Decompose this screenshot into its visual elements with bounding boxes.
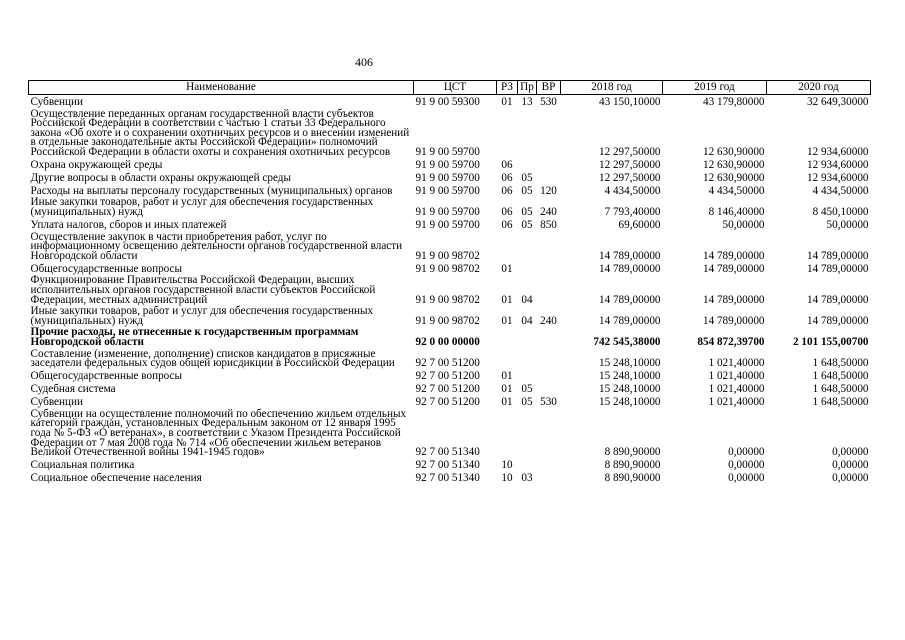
header-vr: ВР — [537, 81, 561, 95]
cell-2020: 14 789,00000 — [806, 293, 869, 306]
cell-2018: 15 248,10000 — [598, 370, 661, 383]
cell-name: Социальная политика — [30, 459, 135, 472]
header-2019: 2019 год — [663, 81, 767, 95]
header-2018: 2018 год — [561, 81, 663, 95]
cell-2019: 4 434,50000 — [708, 184, 765, 197]
cell-2020: 12 934,60000 — [806, 145, 869, 158]
cell-2018: 8 890,90000 — [604, 446, 661, 459]
cell-2019: 14 789,00000 — [702, 262, 765, 275]
cell-cst: 92 7 00 51340 — [415, 472, 480, 485]
cell-rz: 01 — [501, 95, 513, 108]
header-pr: Пр — [518, 81, 537, 95]
cell-2020: 12 934,60000 — [806, 158, 869, 171]
table-row — [29, 157, 871, 170]
cell-2020: 14 789,00000 — [806, 249, 869, 262]
table-row — [29, 348, 871, 369]
cell-rz — [497, 326, 518, 347]
cell-vr — [537, 274, 561, 305]
cell-name: Общегосударственные вопросы — [30, 262, 183, 275]
cell-cst: 92 7 00 51200 — [415, 357, 480, 370]
cell-2018: 12 297,50000 — [598, 158, 661, 171]
cell-vr — [537, 369, 561, 382]
cell-2020: 50,00000 — [826, 219, 869, 232]
cell-rz: 01 — [501, 262, 513, 275]
cell-2018: 8 890,90000 — [604, 472, 661, 485]
cell-name: Функционирование Правительства Российской Федерации, высших исполнительных органов государственной власти субъектов Российской Федерации, местных администраций — [30, 274, 376, 306]
cell-2019: 43 179,80000 — [702, 95, 765, 108]
table-row — [29, 458, 871, 471]
cell-rz: 10 — [501, 472, 513, 485]
cell-pr: 05 — [521, 396, 533, 409]
cell-rz: 06 — [501, 184, 513, 197]
cell-rz: 06 — [501, 171, 513, 184]
table-row — [29, 95, 871, 108]
cell-2018: 12 297,50000 — [598, 171, 661, 184]
table-row — [29, 108, 871, 158]
cell-name: Охрана окружающей среды — [30, 158, 163, 171]
header-name: Наименование — [29, 81, 414, 95]
cell-vr: 240 — [540, 206, 557, 219]
table-row — [29, 395, 871, 408]
cell-2018: 14 789,00000 — [598, 249, 661, 262]
cell-2020: 0,00000 — [832, 446, 869, 459]
cell-cst: 91 9 00 59700 — [415, 184, 480, 197]
cell-name: Субвенции на осуществление полномочий по обеспечению жильем отдельных категорий граждан, установленных Федеральным законом от 12 января 1995 года № 5-ФЗ «О ветеранах», в соответствии с Указом Президента Российской Федерации от 7 мая 2008 года № 714 «Об обеспечении жильем ветеранов Великой Отечественной войны 1941-1945 годов» — [30, 407, 407, 459]
table-row — [29, 326, 871, 347]
table-row — [29, 170, 871, 183]
cell-cst: 91 9 00 98702 — [415, 314, 480, 327]
cell-2018: 15 248,10000 — [598, 396, 661, 409]
cell-vr — [537, 382, 561, 395]
cell-pr: 05 — [521, 184, 533, 197]
cell-cst: 92 7 00 51340 — [415, 459, 480, 472]
cell-2019: 12 630,90000 — [702, 158, 765, 171]
cell-vr — [537, 157, 561, 170]
cell-cst: 91 9 00 59300 — [415, 95, 480, 108]
cell-2019: 1 021,40000 — [708, 396, 765, 409]
cell-2018: 8 890,90000 — [604, 459, 661, 472]
cell-2018: 43 150,10000 — [598, 95, 661, 108]
table-row — [29, 369, 871, 382]
cell-rz — [497, 348, 518, 369]
cell-cst: 92 7 00 51200 — [415, 383, 480, 396]
cell-2020: 0,00000 — [832, 459, 869, 472]
cell-2019: 12 630,90000 — [702, 171, 765, 184]
cell-vr — [537, 261, 561, 274]
cell-2020: 12 934,60000 — [806, 171, 869, 184]
cell-vr — [537, 231, 561, 262]
table-row — [29, 261, 871, 274]
cell-2018: 742 545,38000 — [593, 336, 661, 348]
cell-2020: 0,00000 — [832, 472, 869, 485]
cell-rz — [497, 231, 518, 262]
cell-rz: 01 — [501, 293, 513, 306]
page-number: 406 — [355, 55, 373, 69]
cell-2018: 15 248,10000 — [598, 383, 661, 396]
cell-vr — [537, 108, 561, 158]
cell-2018: 14 789,00000 — [598, 314, 661, 327]
cell-cst: 91 9 00 98702 — [415, 249, 480, 262]
cell-pr: 04 — [521, 293, 533, 306]
cell-rz: 06 — [501, 219, 513, 232]
cell-rz: 01 — [501, 370, 513, 383]
cell-cst: 91 9 00 59700 — [415, 171, 480, 184]
cell-pr: 05 — [521, 171, 533, 184]
cell-name: Субвенции — [30, 95, 83, 108]
cell-pr — [518, 157, 537, 170]
table-row — [29, 382, 871, 395]
cell-vr — [537, 170, 561, 183]
cell-2018: 12 297,50000 — [598, 145, 661, 158]
cell-vr: 120 — [540, 184, 557, 197]
cell-cst: 92 7 00 51340 — [415, 446, 480, 459]
cell-cst: 91 9 00 59700 — [415, 219, 480, 232]
header-2020: 2020 год — [767, 81, 871, 95]
cell-2019: 50,00000 — [722, 219, 765, 232]
cell-pr — [518, 261, 537, 274]
cell-pr — [518, 348, 537, 369]
cell-2018: 15 248,10000 — [598, 357, 661, 370]
cell-2020: 8 450,10000 — [812, 206, 869, 219]
cell-name: Иные закупки товаров, работ и услуг для обеспечения государственных (муниципальных) нужд — [30, 196, 374, 219]
header-cst: ЦСТ — [414, 81, 497, 95]
table-header-row — [29, 81, 871, 95]
cell-cst: 91 9 00 98702 — [415, 262, 480, 275]
cell-2020: 14 789,00000 — [806, 262, 869, 275]
cell-2019: 14 789,00000 — [702, 314, 765, 327]
cell-rz — [497, 408, 518, 458]
cell-2019: 8 146,40000 — [708, 206, 765, 219]
cell-2020: 4 434,50000 — [812, 184, 869, 197]
table-row — [29, 218, 871, 231]
cell-pr: 04 — [521, 314, 533, 327]
cell-2019: 14 789,00000 — [702, 249, 765, 262]
cell-pr: 13 — [521, 95, 533, 108]
cell-name: Иные закупки товаров, работ и услуг для обеспечения государственных (муниципальных) нужд — [30, 305, 374, 327]
cell-vr: 530 — [540, 396, 557, 409]
budget-table — [28, 80, 871, 484]
cell-rz: 01 — [501, 314, 513, 327]
cell-cst: 91 9 00 98702 — [415, 293, 480, 306]
cell-pr — [518, 326, 537, 347]
cell-2020: 1 648,50000 — [812, 357, 869, 370]
cell-vr — [537, 326, 561, 347]
cell-rz — [497, 108, 518, 158]
table-row — [29, 231, 871, 262]
cell-vr — [537, 471, 561, 484]
cell-name: Социальное обеспечение населения — [30, 472, 202, 485]
cell-name: Субвенции — [30, 396, 83, 409]
cell-name: Прочие расходы, не отнесенные к государственным программам Новгородской области — [30, 326, 359, 348]
cell-cst: 91 9 00 59700 — [415, 206, 480, 219]
cell-2020: 1 648,50000 — [812, 396, 869, 409]
cell-rz: 01 — [501, 383, 513, 396]
cell-pr — [518, 408, 537, 458]
cell-2019: 1 021,40000 — [708, 357, 765, 370]
cell-2019: 1 021,40000 — [708, 370, 765, 383]
cell-2019: 0,00000 — [728, 472, 765, 485]
header-rz: РЗ — [497, 81, 518, 95]
cell-cst: 92 0 00 00000 — [415, 336, 480, 348]
cell-pr — [518, 231, 537, 262]
cell-pr: 05 — [521, 206, 533, 219]
table-body — [29, 95, 871, 484]
cell-rz: 01 — [501, 396, 513, 409]
cell-name: Осуществление закупок в части приобретения работ, услуг по информационному освещению деятельности органов государственной власти Новгородской области — [30, 230, 403, 262]
cell-pr: 05 — [521, 219, 533, 232]
table-row — [29, 471, 871, 484]
cell-rz: 10 — [501, 459, 513, 472]
cell-name: Общегосударственные вопросы — [30, 370, 183, 383]
cell-vr — [537, 408, 561, 458]
cell-cst: 91 9 00 59700 — [415, 145, 480, 158]
cell-2020: 1 648,50000 — [812, 383, 869, 396]
table-row — [29, 305, 871, 326]
cell-vr — [537, 348, 561, 369]
cell-2019: 854 872,39700 — [697, 336, 765, 348]
cell-2019: 1 021,40000 — [708, 383, 765, 396]
cell-2020: 1 648,50000 — [812, 370, 869, 383]
cell-name: Уплата налогов, сборов и иных платежей — [30, 219, 227, 232]
cell-vr: 240 — [540, 314, 557, 327]
cell-cst: 92 7 00 51200 — [415, 396, 480, 409]
cell-2018: 7 793,40000 — [604, 206, 661, 219]
cell-pr — [518, 458, 537, 471]
cell-2018: 4 434,50000 — [604, 184, 661, 197]
cell-rz: 06 — [501, 206, 513, 219]
cell-name: Составление (изменение, дополнение) списков кандидатов в присяжные заседатели федеральных судов общей юрисдикции в Российской Федерации — [30, 347, 395, 370]
cell-cst: 91 9 00 59700 — [415, 158, 480, 171]
cell-2020: 32 649,30000 — [806, 95, 869, 108]
cell-name: Осуществление переданных органам государственной власти субъектов Российской Федерации в соответствии с частью 1 статьи 33 Федерального закона «Об охоте и о сохранении охотничьих ресурсов и о внесении изменений в отдельные законодательные акты Российской Федерации» полномочий Российской Федерации в области охоты и сохранения охотничьих ресурсов — [30, 107, 410, 158]
table-row — [29, 183, 871, 196]
cell-vr — [537, 458, 561, 471]
cell-pr: 03 — [521, 472, 533, 485]
cell-2020: 14 789,00000 — [806, 314, 869, 327]
cell-name: Другие вопросы в области охраны окружающей среды — [30, 171, 292, 184]
cell-pr — [518, 108, 537, 158]
cell-name: Судебная система — [30, 383, 116, 396]
cell-2019: 12 630,90000 — [702, 145, 765, 158]
cell-2019: 0,00000 — [728, 459, 765, 472]
table-row — [29, 408, 871, 458]
cell-2019: 0,00000 — [728, 446, 765, 459]
cell-2019: 14 789,00000 — [702, 293, 765, 306]
cell-rz: 06 — [501, 158, 513, 171]
cell-vr: 530 — [540, 95, 557, 108]
cell-pr: 05 — [521, 383, 533, 396]
cell-pr — [518, 369, 537, 382]
table-row — [29, 274, 871, 305]
cell-vr: 850 — [540, 219, 557, 232]
cell-2018: 69,60000 — [618, 219, 661, 232]
cell-2018: 14 789,00000 — [598, 293, 661, 306]
cell-name: Расходы на выплаты персоналу государственных (муниципальных) органов — [30, 184, 393, 197]
table-row — [29, 196, 871, 217]
cell-2018: 14 789,00000 — [598, 262, 661, 275]
cell-cst: 92 7 00 51200 — [415, 370, 480, 383]
cell-2020: 2 101 155,00700 — [792, 336, 869, 348]
